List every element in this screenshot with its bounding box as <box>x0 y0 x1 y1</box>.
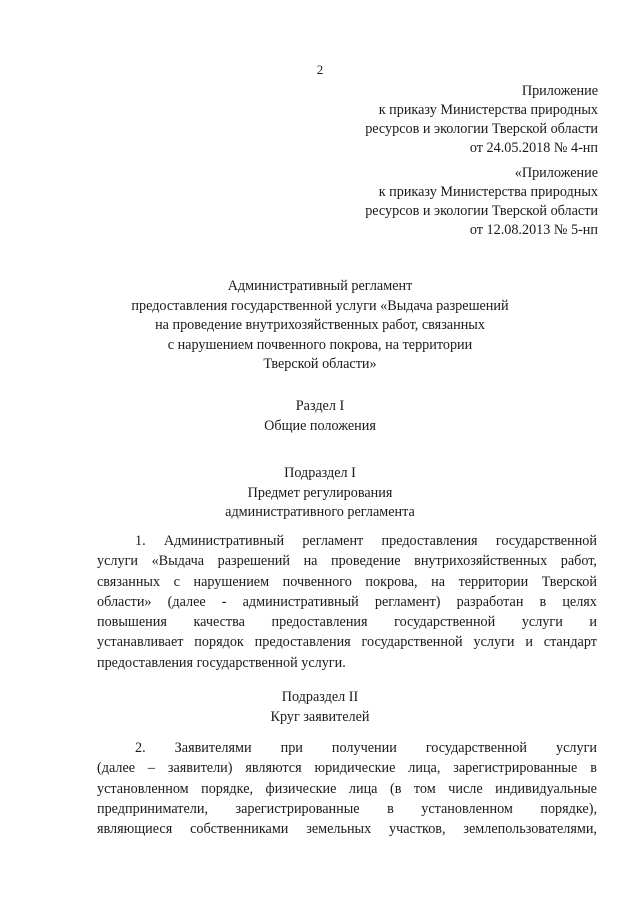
subsection-2-header <box>95 688 545 727</box>
paragraph-line <box>97 819 597 839</box>
word: Административный <box>163 533 285 549</box>
word: том <box>413 780 436 797</box>
word: проведение <box>331 553 401 570</box>
word: земельных <box>306 821 372 838</box>
word: заявители) <box>167 760 233 777</box>
word: юридические <box>314 760 396 777</box>
word: административный <box>242 593 359 610</box>
word: являются <box>245 760 302 777</box>
section-name: Общие положения <box>264 417 376 434</box>
word: (далее <box>167 593 206 610</box>
appendix-line: к приказу Министерства природных <box>378 102 598 118</box>
appendix-line: «Приложение <box>514 165 598 181</box>
paragraph-line <box>97 653 597 673</box>
document-title <box>95 277 545 375</box>
paragraph-1 <box>97 531 597 673</box>
word: «Выдача <box>151 553 205 570</box>
word: в <box>590 760 597 777</box>
subsection-1-header <box>95 464 545 523</box>
word: предоставления государственной услуги. <box>97 654 346 671</box>
word: связанных <box>97 573 161 590</box>
appendix-line: от 24.05.2018 № 4-нп <box>469 140 598 156</box>
appendix-line: от 12.08.2013 № 5-нп <box>469 222 598 238</box>
paragraph-line <box>97 632 597 652</box>
word: покрова, <box>365 573 418 590</box>
word: услуги <box>473 634 515 651</box>
word: порядок <box>194 634 244 651</box>
word: участков, <box>389 821 446 838</box>
page-number: 2 <box>316 62 324 77</box>
word: регламент) <box>374 593 441 610</box>
word: предоставления <box>271 614 368 631</box>
paragraph-line <box>97 592 597 612</box>
paragraph-line <box>97 779 597 799</box>
word: установленном <box>421 800 513 817</box>
word: 2. <box>135 740 146 756</box>
word: – <box>147 760 155 777</box>
word: на <box>431 573 445 590</box>
appendix-line: ресурсов и экологии Тверской области <box>365 203 598 219</box>
word: предприниматели, <box>97 800 209 817</box>
paragraph-line <box>97 612 597 632</box>
word: (в <box>389 780 402 797</box>
subsection-name: Круг заявителей <box>270 708 370 725</box>
word: Заявителями <box>174 740 252 756</box>
appendix-line: к приказу Министерства природных <box>378 184 598 200</box>
title-line: предоставления государственной услуги «Выдача разрешений <box>131 297 509 314</box>
title-line: Тверской области» <box>263 356 377 372</box>
paragraph-line <box>97 531 597 551</box>
word: государственной <box>495 533 597 549</box>
word: зарегистрированные <box>453 760 578 777</box>
title-line: с нарушением почвенного покрова, на территории <box>167 336 473 353</box>
paragraph-line <box>97 758 597 778</box>
word: государственной <box>361 634 463 651</box>
subsection-name-line: административного регламента <box>225 504 415 520</box>
word: регламент <box>302 533 364 549</box>
word: разработан <box>456 593 524 610</box>
subsection-heading: Подраздел II <box>281 689 359 705</box>
appendix-current-block <box>365 82 598 158</box>
paragraph-line <box>97 738 597 758</box>
word: физические <box>265 780 337 797</box>
appendix-previous-block <box>365 164 598 240</box>
word: почвенного <box>282 573 352 590</box>
word: услуги <box>556 740 597 756</box>
paragraph-2 <box>97 738 597 839</box>
word: 1. <box>135 533 146 549</box>
word: (далее <box>97 760 136 777</box>
word: стандарт <box>543 634 597 651</box>
word: порядке, <box>201 780 254 797</box>
paragraph-line <box>97 572 597 592</box>
appendix-line: Приложение <box>521 83 598 99</box>
word: являющиеся <box>97 821 173 838</box>
word: собственниками <box>190 821 289 838</box>
word: в <box>539 593 547 610</box>
word: индивидуальные <box>495 780 597 797</box>
word: государственной <box>394 614 496 631</box>
word: нарушением <box>193 573 270 590</box>
word: повышения <box>97 614 167 631</box>
paragraph-line <box>97 799 597 819</box>
word: в <box>387 800 394 817</box>
word: и <box>589 614 597 631</box>
word: установленном <box>97 780 189 797</box>
word: порядке), <box>540 800 597 817</box>
word: получении <box>331 740 397 756</box>
word: при <box>280 740 303 756</box>
subsection-name-line: Предмет регулирования <box>247 484 393 501</box>
word: целях <box>562 593 597 610</box>
word: с <box>173 573 180 590</box>
word: предоставления <box>254 634 351 651</box>
word: - <box>221 593 227 610</box>
title-line: Административный регламент <box>227 278 413 294</box>
word: внутрихозяйственных <box>414 553 548 570</box>
word: области» <box>97 593 152 610</box>
word: работ, <box>560 553 597 570</box>
subsection-heading: Подраздел I <box>284 465 356 481</box>
word: зарегистрированные <box>235 800 360 817</box>
word: предоставления <box>381 533 478 549</box>
word: лица <box>348 780 378 797</box>
section-heading: Раздел I <box>295 398 345 414</box>
appendix-line: ресурсов и экологии Тверской области <box>365 121 598 137</box>
word: услуги <box>521 614 563 631</box>
section-1-header <box>95 397 545 436</box>
word: государственной <box>425 740 527 756</box>
paragraph-line <box>97 551 597 571</box>
word: лица, <box>408 760 441 777</box>
word: землепользователями, <box>463 821 597 838</box>
word: Тверской <box>541 573 597 590</box>
title-line: на проведение внутрихозяйственных работ, связанных <box>155 317 485 333</box>
word: разрешений <box>217 553 290 570</box>
word: числе <box>448 780 483 797</box>
word: устанавливает <box>97 634 184 651</box>
word: территории <box>458 573 529 590</box>
word: услуги <box>97 553 138 570</box>
word: качества <box>193 614 245 631</box>
word: на <box>303 553 318 570</box>
word: и <box>525 634 533 651</box>
